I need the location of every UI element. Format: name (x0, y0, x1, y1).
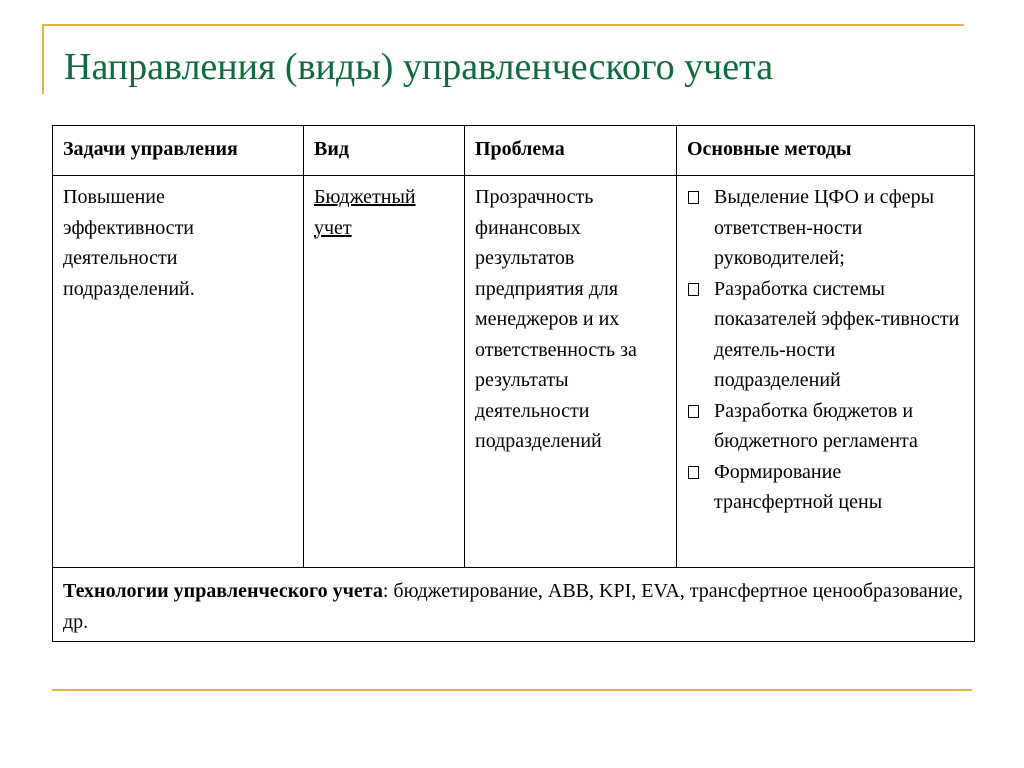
table-footer-row (53, 568, 975, 642)
list-item (687, 274, 964, 396)
header-problem: Проблема (465, 126, 677, 176)
cell-task: Повышение эффективности деятельности подразделений. (53, 176, 304, 568)
method-text: Разработка системы показателей эффек-тивности деятель-ности подразделений (714, 277, 960, 391)
header-tasks: Задачи управления (53, 126, 304, 176)
technologies-label: Технологии управленческого учета (63, 580, 383, 602)
header-methods: Основные методы (677, 126, 975, 176)
accent-line-bottom (52, 689, 972, 691)
management-accounting-table (52, 125, 975, 642)
budget-accounting-link[interactable]: Бюджетный учет (314, 186, 416, 239)
square-bullet-icon (688, 283, 699, 296)
table-header-row (53, 126, 975, 176)
cell-technologies (53, 568, 975, 642)
list-item (687, 457, 964, 518)
square-bullet-icon (688, 405, 699, 418)
cell-methods (677, 176, 975, 568)
method-text: Формирование трансфертной цены (714, 460, 883, 513)
square-bullet-icon (688, 191, 699, 204)
cell-problem: Прозрачность финансовых результатов предприятия для менеджеров и их ответственность за результаты деятельности подразделений (465, 176, 677, 568)
technologies-text: бюджетирование, ABB, KPI, EVA, трансфертное ценообразование, др. (63, 580, 964, 633)
slide-title: Направления (виды) управленческого учета (64, 46, 774, 88)
methods-list (687, 182, 964, 518)
method-text: Выделение ЦФО и сферы ответствен-ности руководителей; (714, 186, 934, 269)
list-item (687, 396, 964, 457)
accent-line-left (42, 24, 44, 94)
method-text: Разработка бюджетов и бюджетного регламента (714, 399, 918, 452)
table-row (53, 176, 975, 568)
header-view: Вид (304, 126, 465, 176)
list-item (687, 182, 964, 274)
square-bullet-icon (688, 466, 699, 479)
cell-view (304, 176, 465, 568)
technologies-separator: : (382, 580, 389, 602)
accent-line-top (42, 24, 964, 26)
